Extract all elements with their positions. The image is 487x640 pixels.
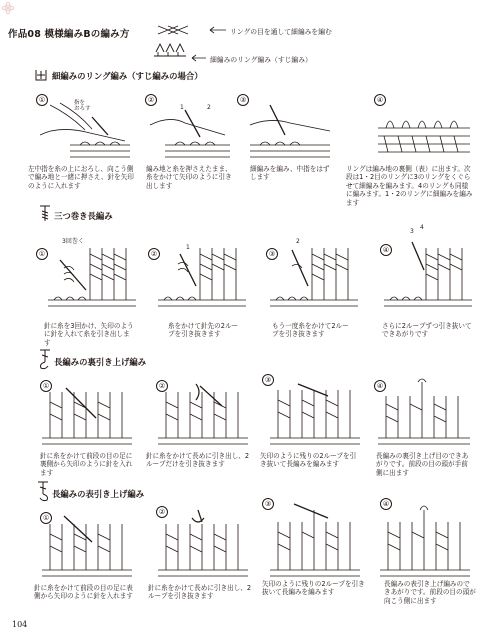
section3-title: 長編みの裏引き上げ編み: [54, 357, 147, 367]
s2-step1-label: 3回巻く: [62, 238, 84, 245]
s1-step4-num: ④: [374, 94, 386, 106]
s3-step3-illustration: [264, 376, 364, 444]
s4-step2-illustration: [152, 508, 252, 576]
s3-step1-caption: 針に糸をかけて前段の目の足に裏側から矢印のように針を入れます: [40, 452, 133, 477]
s2-step4-num: ④: [380, 244, 392, 256]
s4-step4-illustration: [374, 500, 476, 576]
s1-step1-caption: 左中指を糸の上におろし、向こう側で編み地と一緒に押さえ、針を矢印のように入れます: [28, 165, 134, 190]
s2-step3-caption: もう一度糸をかけて2ループを引き抜きます: [272, 322, 349, 339]
s4-step4-num: ④: [380, 498, 392, 510]
s4-step4-caption: 長編みの表引き上げ編みのできあがりです。前段の目の頭が向こう側に出ます: [384, 580, 476, 605]
s2-step4-label-3: 3: [410, 228, 414, 235]
page-number: 104: [12, 620, 28, 629]
s4-step3-caption: 矢印のように残りの2ループを引き抜いて長編みを編みます: [262, 580, 365, 597]
s1-step3-illustration: [240, 95, 335, 160]
legend-text-2: 細編みのリング編み（すじ編み）: [210, 56, 312, 64]
s2-step1-num: ①: [36, 248, 48, 260]
legend-arrow-1: [208, 26, 228, 34]
s2-step3-illustration: [262, 240, 362, 312]
s1-step1-label: [74, 100, 96, 112]
s2-step1-illustration: [40, 240, 140, 312]
s3-step3-num: ③: [262, 374, 274, 386]
s2-step2-caption: 糸をかけて針先の2ループを引き抜きます: [168, 322, 239, 339]
s3-step2-num: ②: [156, 380, 168, 392]
section2-title: 三つ巻き長編み: [54, 211, 113, 221]
page-title: 作品08 模様編みBの編み方: [8, 29, 130, 40]
s4-step2-caption: 針に糸をかけて長めに引き出し、2ループを引き抜きます: [148, 584, 252, 601]
s2-step1-caption: 針に糸を3回かけ、矢印のように針を入れて糸を引き出します: [44, 322, 134, 347]
s1-step1-label-a: 指を: [74, 100, 86, 106]
s1-step1-num: ①: [36, 94, 48, 106]
s4-step1-illustration: [36, 512, 136, 576]
s3-step4-num: ④: [374, 380, 386, 392]
s3-step3-caption: 矢印のように残りの2ループを引き抜いて長編みを編みます: [260, 452, 357, 469]
s1-step4-illustration: [374, 100, 474, 160]
s2-step4-label-4: 4: [420, 224, 424, 231]
section1-symbol-icon: [34, 68, 48, 82]
s1-step3-num: ③: [237, 94, 249, 106]
s2-step4-caption: さらに2ループずつ引き抜いてできあがりです: [382, 322, 472, 339]
s2-step3-label: 2: [296, 238, 300, 245]
s1-step4-caption: リングは編み地の裏側（表）に出ます。次段は1・2目のリングに3のリングをくぐらせて細編みを編みます。4のリングも同様に編みます。1・2のリングに細編みを編みます: [346, 165, 473, 207]
s3-step4-illustration: [372, 376, 476, 444]
s2-step2-num: ②: [148, 248, 160, 260]
section4-symbol-icon: [34, 480, 52, 502]
s2-step3-num: ③: [266, 248, 278, 260]
s4-step3-illustration: [264, 500, 364, 576]
s1-step1-label-b: おろす: [74, 106, 91, 112]
s2-step4-illustration: [376, 236, 476, 312]
s3-step2-caption: 針に糸をかけて長めに引き出し、2ループだけを引き抜きます: [146, 452, 250, 469]
s4-step3-num: ③: [262, 498, 274, 510]
s1-step2-caption: 編み地と糸を押さえたまま、糸をかけて矢印のように引き出します: [146, 165, 232, 190]
s1-step2-label-1: 1: [180, 104, 184, 111]
section2-symbol-icon: [38, 204, 52, 222]
s1-step2-illustration: [145, 95, 235, 160]
s3-step4-caption: 長編みの裏引き上げ目のできあがりです。前段の目の頭が手前側に出ます: [376, 452, 469, 477]
legend-text-1: リングの目を通して細編みを編む: [230, 28, 332, 36]
s1-step2-label-2: 2: [207, 104, 211, 111]
s3-step1-num: ①: [40, 380, 52, 392]
section3-symbol-icon: [36, 348, 54, 370]
section1-title: 細編みのリング編み（すじ編みの場合）: [52, 71, 203, 81]
s2-step2-label: 1: [186, 244, 190, 251]
s4-step1-caption: 針に糸をかけて前段の目の足に表側から矢印のように針を入れます: [34, 584, 133, 601]
s1-step3-caption: 細編みを編み、中指をはずします: [250, 165, 330, 182]
section4-title: 長編みの表引き上げ編み: [52, 489, 145, 499]
s3-step1-illustration: [36, 382, 136, 444]
s4-step1-num: ①: [40, 512, 52, 524]
legend-arrow-2: [190, 54, 208, 62]
s4-step2-num: ②: [156, 506, 168, 518]
s1-step2-num: ②: [145, 94, 157, 106]
s3-step2-illustration: [152, 380, 252, 444]
s2-step2-illustration: [150, 240, 250, 312]
